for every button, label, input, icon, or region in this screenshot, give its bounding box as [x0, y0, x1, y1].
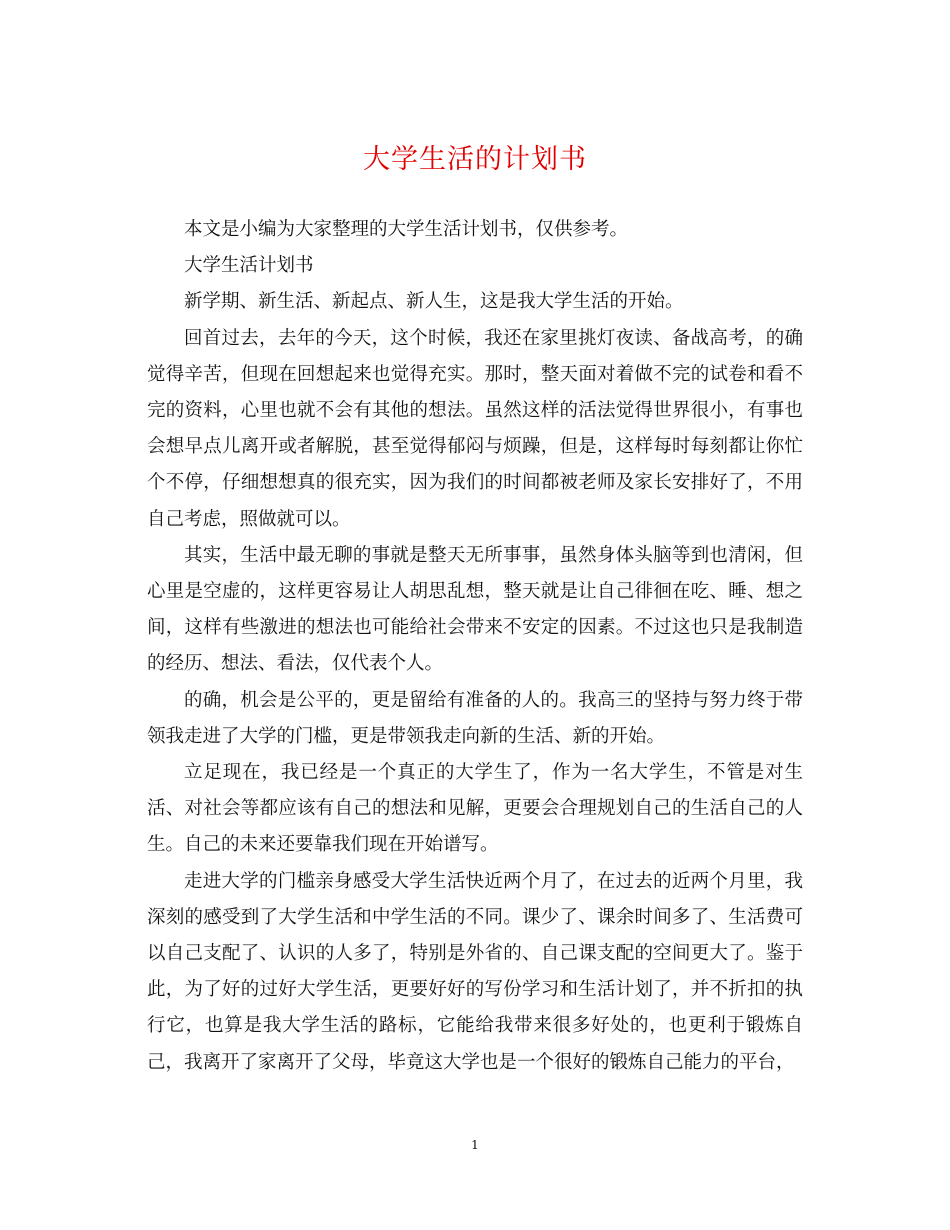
document-title: 大学生活的计划书 [363, 144, 587, 175]
paragraph-present: 立足现在，我已经是一个真正的大学生了，作为一名大学生，不管是对生活、对社会等都应该有自己的想法和见解，更要会合理规划自己的生活自己的人生。自己的未来还要靠我们现在开始谱写。 [147, 762, 803, 856]
paragraph-looking-back: 回首过去，去年的今天，这个时候，我还在家里挑灯夜读、备战高考，的确觉得辛苦，但现在回想起来也觉得充实。那时，整天面对着做不完的试卷和看不完的资料，心里也就不会有其他的想法。虽然这样的活法觉得世界很小，有事也会想早点儿离开或者解脱，甚至觉得郁闷与烦躁，但是，这样每时每刻都让你忙个不停，仔细想想真的很充实，因为我们的时间都被老师及家长安排好了，不用自己考虑，照做就可以。 [147, 327, 803, 530]
paragraph-new-semester: 新学期、新生活、新起点、新人生，这是我大学生活的开始。 [184, 291, 684, 313]
document-body [147, 212, 803, 1081]
paragraph-opportunity: 的确，机会是公平的，更是留给有准备的人的。我高三的坚持与努力终于带领我走进了大学的门槛，更是带领我走向新的生活、新的开始。 [147, 689, 803, 747]
paragraph-intro: 本文是小编为大家整理的大学生活计划书，仅供参考。 [184, 219, 629, 240]
paragraph-entering-university: 走进大学的门槛亲身感受大学生活快近两个月了，在过去的近两个月里，我深刻的感受到了大学生活和中学生活的不同。课少了、课余时间多了、生活费可以自己支配了、认识的人多了，特别是外省的、自己课支配的空间更大了。鉴于此，为了好的过好大学生活，更要好好的写份学习和生活计划了，并不折扣的执行它，也算是我大学生活的路标，它能给我带来很多好处的，也更利于锻炼自己，我离开了家离开了父母，毕竟这大学也是一个很好的锻炼自己能力的平台， [147, 870, 803, 1073]
paragraph-in-fact: 其实，生活中最无聊的事就是整天无所事事，虽然身体头脑等到也清闲，但心里是空虚的，这样更容易让人胡思乱想，整天就是让自己徘徊在吃、睡、想之间，这样有些激进的想法也可能给社会带来不安定的因素。不过这也只是我制造的经历、想法、看法，仅代表个人。 [147, 544, 803, 675]
page-number: 1 [471, 1138, 479, 1152]
paragraph-subtitle: 大学生活计划书 [184, 255, 314, 277]
